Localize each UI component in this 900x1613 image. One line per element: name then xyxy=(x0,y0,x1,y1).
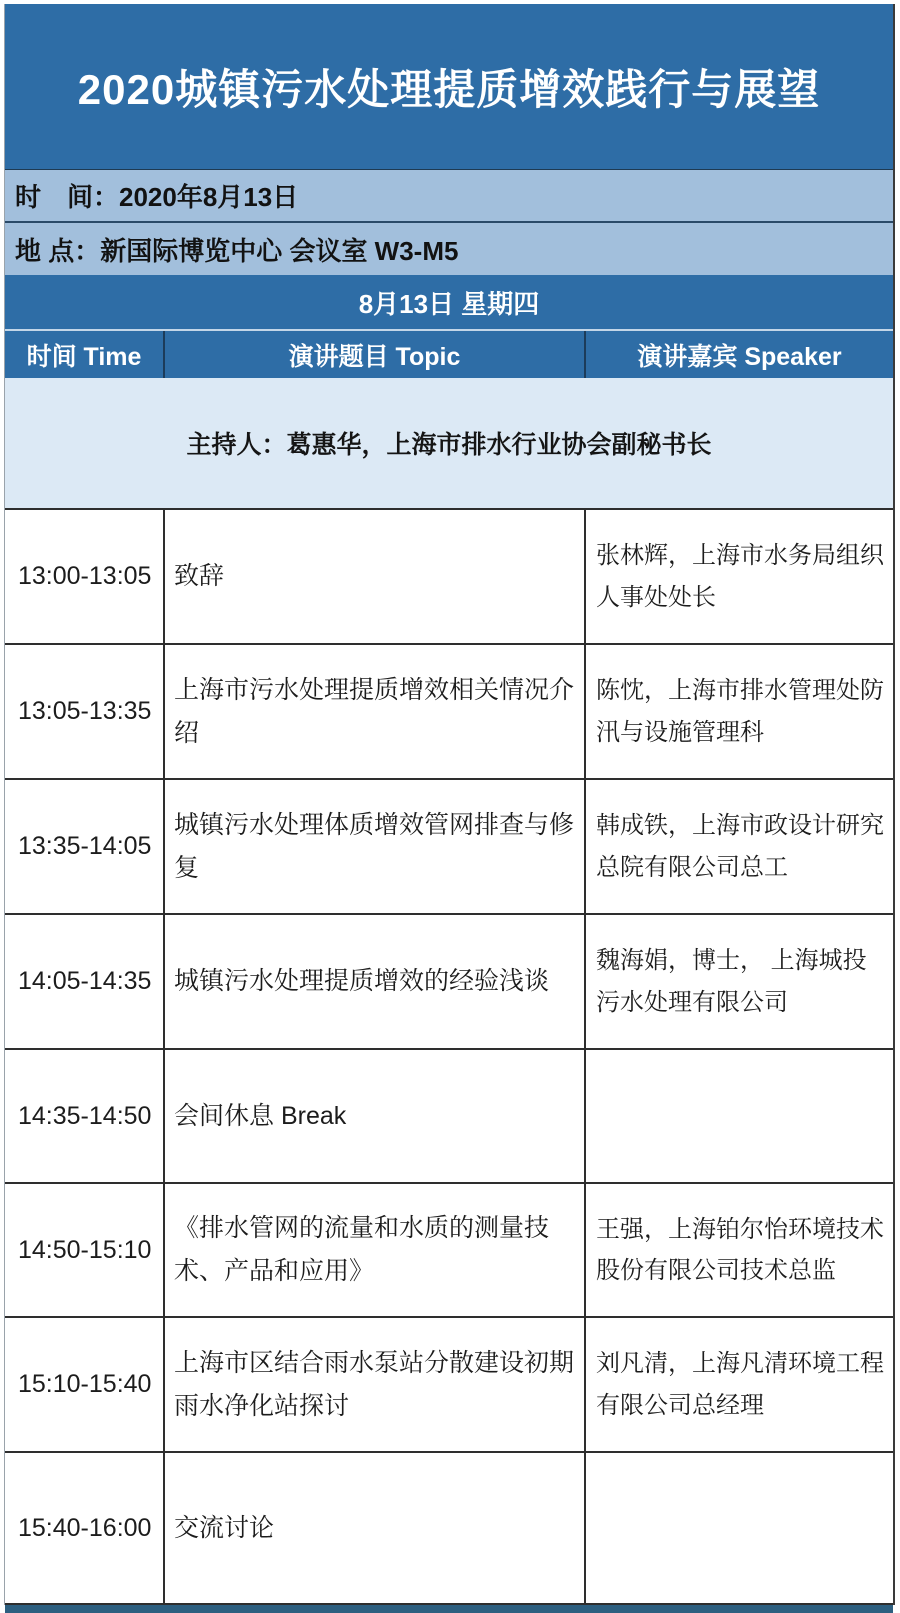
row-topic: 致辞 xyxy=(165,510,586,643)
row-speaker xyxy=(586,1050,893,1182)
table-row xyxy=(5,915,893,1050)
row-speaker: 魏海娟，博士， 上海城投污水处理有限公司 xyxy=(596,947,867,1016)
column-header-topic: 演讲题目 Topic xyxy=(165,331,586,378)
date-banner xyxy=(5,275,893,329)
row-topic: 城镇污水处理提质增效的经验浅谈 xyxy=(165,915,586,1048)
row-time: 15:10-15:40 xyxy=(5,1318,165,1451)
row-topic: 城镇污水处理体质增效管网排查与修复 xyxy=(165,780,586,913)
column-header-speaker: 演讲嘉宾 Speaker xyxy=(637,342,842,371)
row-topic: 上海市区结合雨水泵站分散建设初期雨水净化站探讨 xyxy=(165,1318,586,1451)
table-row xyxy=(5,510,893,645)
event-location-text: 地 点：新国际博览中心 会议室 W3-M5 xyxy=(15,235,459,266)
row-topic: 《排水管网的流量和水质的测量技术、产品和应用》 xyxy=(165,1184,586,1316)
row-topic: 交流讨论 xyxy=(165,1453,586,1603)
table-row xyxy=(5,1318,893,1453)
title-band xyxy=(5,4,893,170)
page-title: 2020城镇污水处理提质增效践行与展望 xyxy=(77,65,821,113)
table-header-row xyxy=(5,331,893,378)
agenda-sheet xyxy=(4,4,895,1605)
row-topic: 上海市污水处理提质增效相关情况介绍 xyxy=(165,645,586,778)
column-header-time: 时间 Time xyxy=(5,331,165,378)
row-time: 14:50-15:10 xyxy=(5,1184,165,1316)
moderator-text: 主持人：葛惠华，上海市排水行业协会副秘书长 xyxy=(186,431,712,459)
moderator-row xyxy=(5,378,893,510)
bottom-accent-bar xyxy=(5,1605,893,1613)
table-row xyxy=(5,1453,893,1605)
table-row xyxy=(5,645,893,780)
event-location-row xyxy=(5,223,893,275)
row-speaker: 刘凡清，上海凡清环境工程有限公司总经理 xyxy=(596,1350,884,1419)
row-speaker: 陈忱，上海市排水管理处防汛与设施管理科 xyxy=(596,677,884,746)
table-row xyxy=(5,1184,893,1318)
event-time-row xyxy=(5,170,893,223)
row-speaker: 韩成铁，上海市政设计研究总院有限公司总工 xyxy=(596,812,884,881)
row-time: 13:05-13:35 xyxy=(5,645,165,778)
row-speaker: 王强，上海铂尔怡环境技术股份有限公司技术总监 xyxy=(596,1215,884,1284)
row-time: 13:00-13:05 xyxy=(5,510,165,643)
row-topic: 会间休息 Break xyxy=(165,1050,586,1182)
row-speaker: 张林辉，上海市水务局组织人事处处长 xyxy=(596,542,884,611)
table-row xyxy=(5,780,893,915)
row-time: 13:35-14:05 xyxy=(5,780,165,913)
row-time: 14:05-14:35 xyxy=(5,915,165,1048)
row-time: 14:35-14:50 xyxy=(5,1050,165,1182)
row-speaker xyxy=(586,1453,893,1603)
table-row xyxy=(5,1050,893,1184)
date-banner-text: 8月13日 星期四 xyxy=(358,288,540,319)
event-time-text: 时 间：2020年8月13日 xyxy=(15,182,299,212)
row-time: 15:40-16:00 xyxy=(5,1453,165,1603)
